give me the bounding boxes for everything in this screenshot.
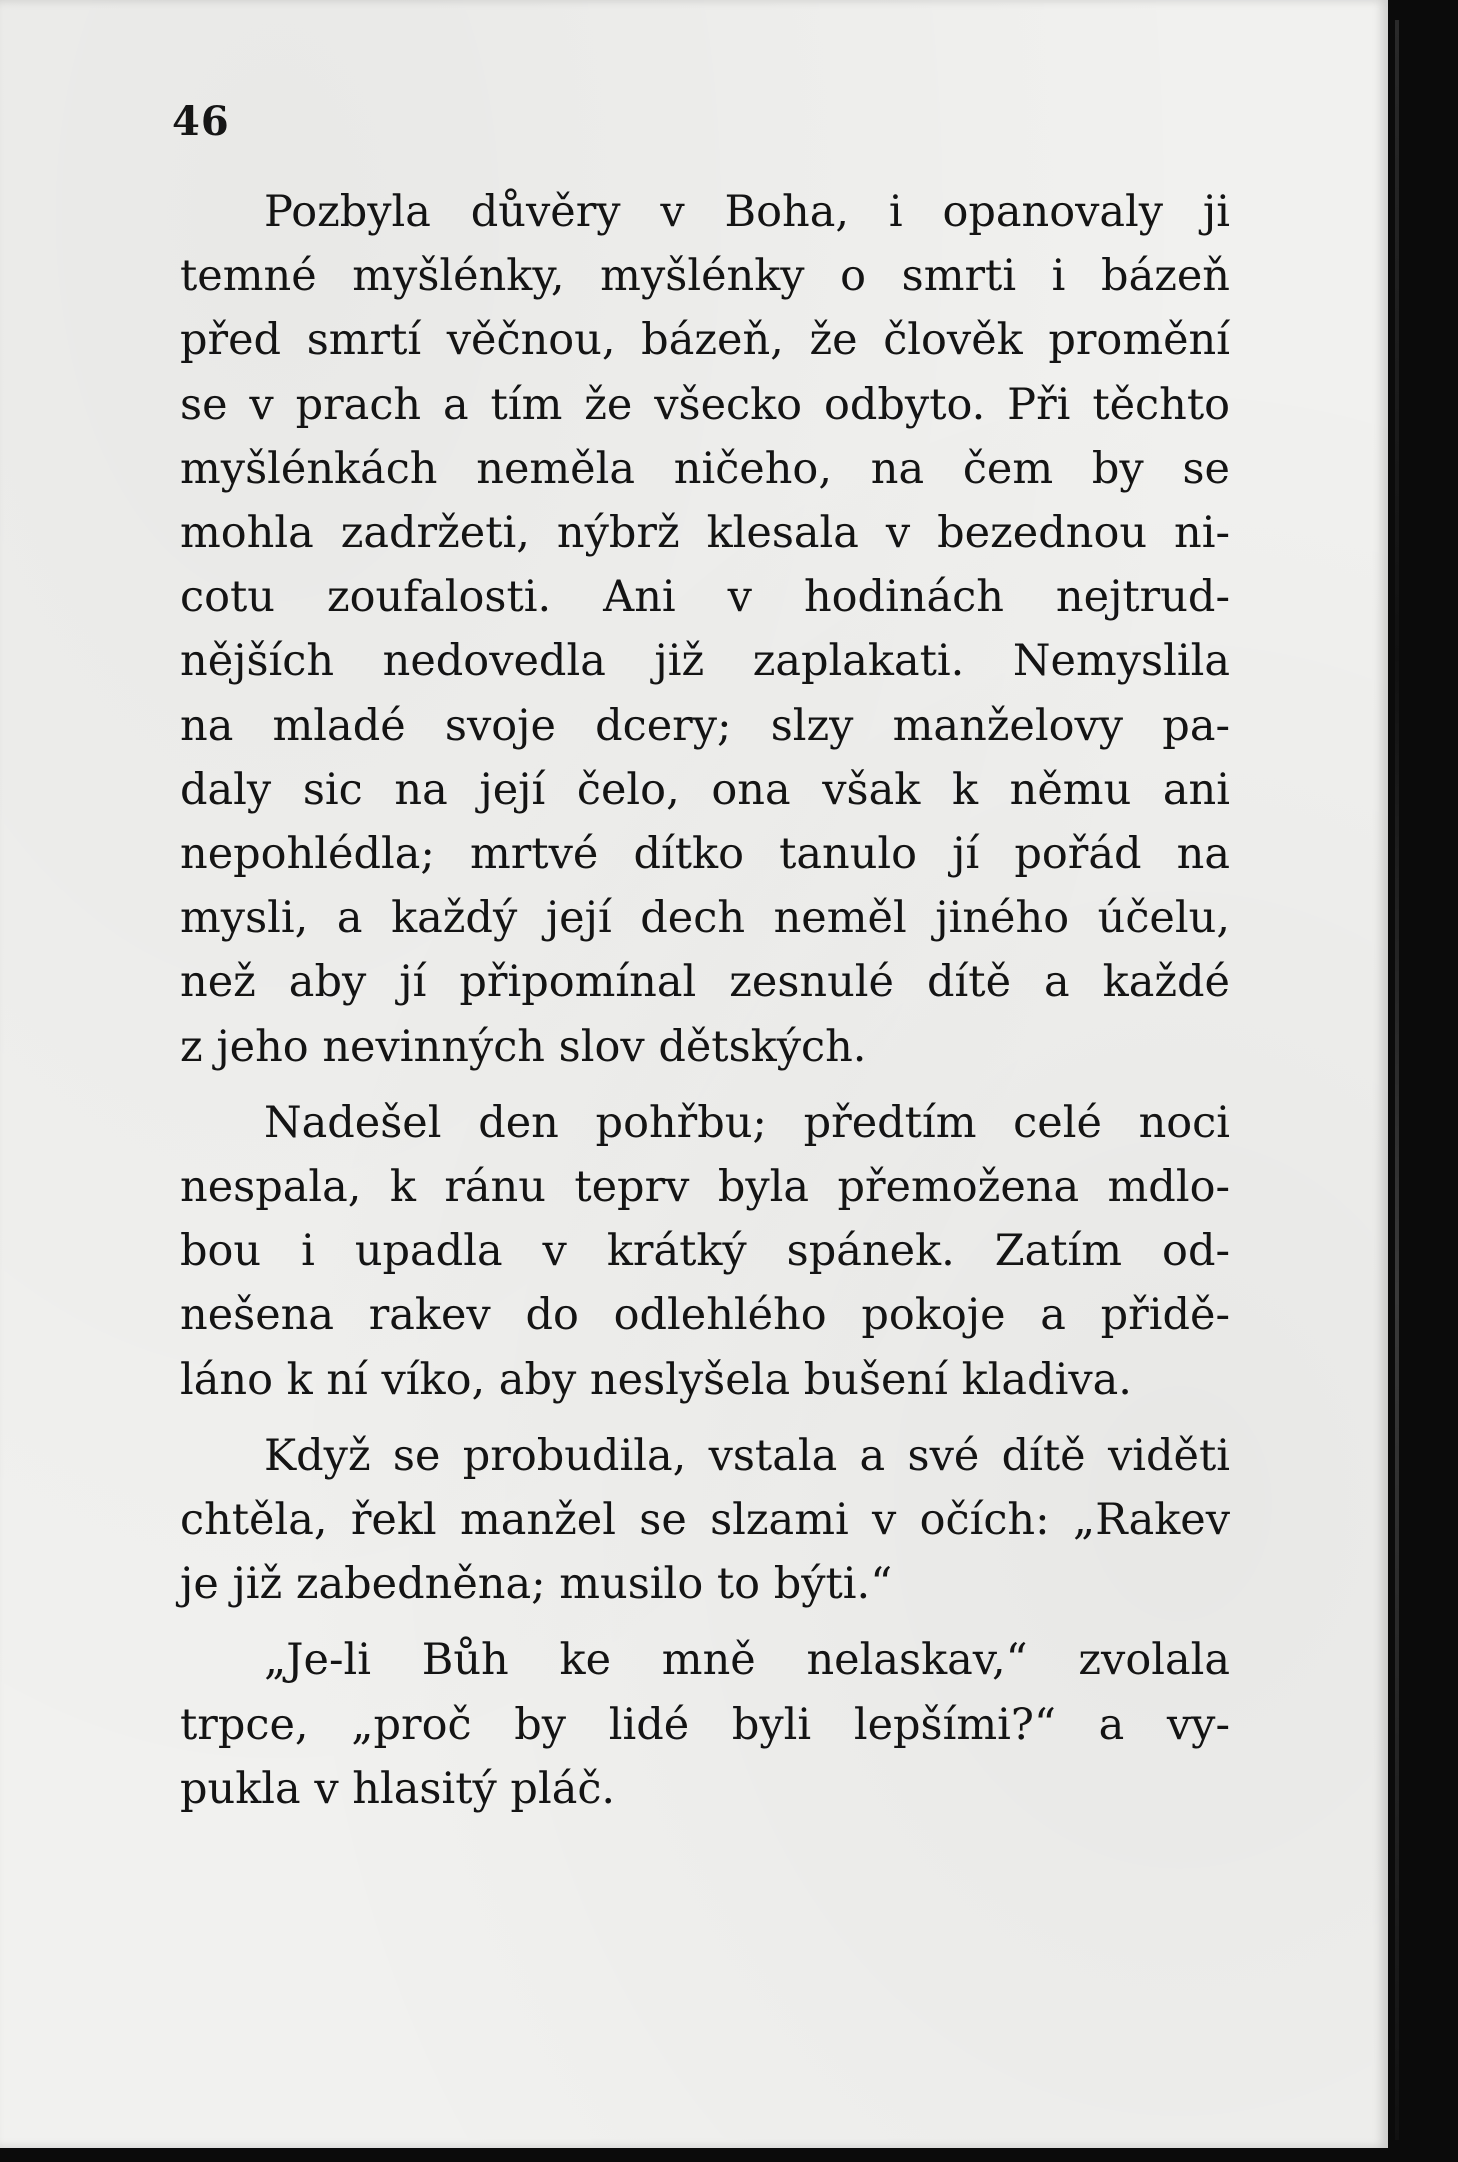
paragraph-1 — [180, 180, 1230, 1079]
text-line: nešena rakev do odlehlého pokoje a přidě- — [180, 1290, 1230, 1341]
text-line: na mladé svoje dcery; slzy manželovy pa- — [180, 700, 1230, 751]
text-line: než aby jí připomínal zesnulé dítě a každé — [180, 957, 1230, 1008]
text-line: myšlénkách neměla ničeho, na čem by se — [180, 443, 1230, 494]
text-line: daly sic na její čelo, ona však k němu ani — [180, 764, 1230, 815]
text-line: se v prach a tím že všecko odbyto. Při těchto — [180, 379, 1230, 430]
text-line: mysli, a každý její dech neměl jiného účelu, — [180, 893, 1230, 944]
text-line: je již zabedněna; musilo to býti.“ — [180, 1559, 893, 1610]
gutter-edge — [1395, 20, 1399, 2140]
body-text — [180, 180, 1230, 1833]
paragraph-2 — [180, 1091, 1230, 1412]
text-line: pukla v hlasitý pláč. — [180, 1763, 616, 1814]
paragraph-4 — [180, 1628, 1230, 1821]
text-line: Když se probudila, vstala a své dítě viděti — [264, 1430, 1230, 1481]
text-line: „Je-li Bůh ke mně nelaskav,“ zvolala — [264, 1635, 1230, 1686]
text-line: nepohlédla; mrtvé dítko tanulo jí pořád na — [180, 829, 1230, 880]
text-line: z jeho nevinných slov dětských. — [180, 1021, 867, 1072]
text-line: Nadešel den pohřbu; předtím celé noci — [264, 1097, 1230, 1148]
text-line: cotu zoufalosti. Ani v hodinách nejtrud- — [180, 572, 1230, 623]
text-line: bou i upadla v krátký spánek. Zatím od- — [180, 1226, 1230, 1277]
text-line: mohla zadržeti, nýbrž klesala v bezednou ni- — [180, 508, 1230, 559]
text-line: před smrtí věčnou, bázeň, že člověk promění — [180, 315, 1230, 366]
paragraph-3 — [180, 1424, 1230, 1617]
text-line: láno k ní víko, aby neslyšela bušení kladiva. — [180, 1354, 1132, 1405]
page-number: 46 — [172, 98, 230, 145]
text-line: nespala, k ránu teprv byla přemožena mdlo- — [180, 1162, 1230, 1213]
text-line: Pozbyla důvěry v Boha, i opanovaly ji — [264, 187, 1230, 237]
text-line: chtěla, řekl manžel se slzami v očích: „Rakev — [180, 1495, 1230, 1546]
text-line: trpce, „proč by lidé byli lepšími?“ a vy- — [180, 1699, 1230, 1750]
text-line: temné myšlénky, myšlénky o smrti i bázeň — [180, 251, 1230, 302]
text-line: nějších nedovedla již zaplakati. Nemyslila — [180, 636, 1230, 687]
